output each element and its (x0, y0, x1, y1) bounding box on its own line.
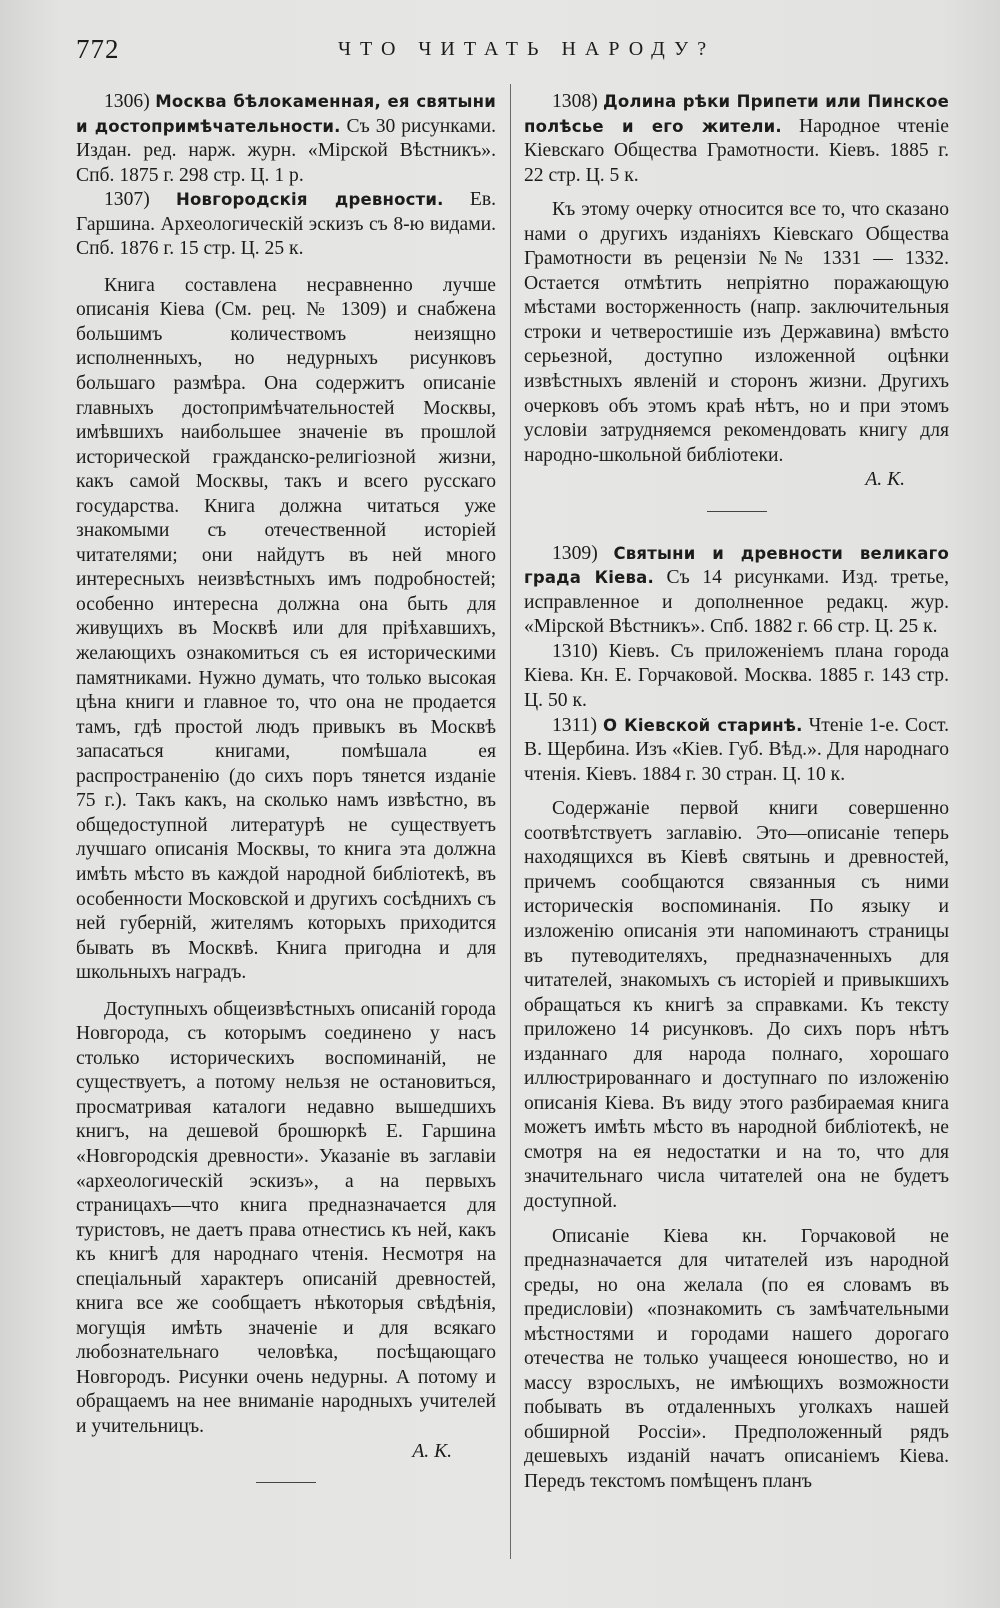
entry-1306 (76, 90, 496, 188)
entry-details: Чтеніе 1-е. Сост. В. Щербина. Изъ «Кіев. Губ. Вѣд.». Для народнаго чтенія. Кіевъ. 1884 г. 30 стран. Ц. 10 к. (524, 714, 949, 785)
reviewer-signature: А. К. (412, 1440, 452, 1462)
entry-number: 1307) (104, 189, 150, 211)
entry-1307 (76, 188, 496, 262)
review-paragraph: Къ этому очерку относится все то, что сказано нами о другихъ изданіяхъ Кіевскаго Общества Грамотности въ рецензіи №№ 1331 — 1332. Остается отмѣтить непріятно поражающую мѣстами восторженность (напр. заключительныя строки и четверостишіе изъ Державина) вмѣсто серьезной, доступно изложенной оцѣнки извѣстныхъ явленій и сторонъ жизни. Другихъ очерковъ объ этомъ краѣ нѣтъ, но и при этомъ условіи затрудняемся рекомендовать книгу для народно-школьной библіотеки. (524, 199, 949, 466)
section-rule (256, 1482, 316, 1483)
review-paragraph: Описаніе Кіева кн. Горчаковой не предназначается для читателей изъ народной среды, но она желала (по ея словамъ въ предисловіи) «познакомить съ замѣчательными мѣстностями и городами нашего дорогаго отечества не только учащееся юношество, но и массу взрослыхъ, не имѣющихъ возможности побывать въ отдаленныхъ уголкахъ нашей обширной Россіи». Предположенный рядъ дешевыхъ изданій начатъ описаніемъ Кіева. Передъ текстомъ помѣщенъ планъ (524, 1225, 949, 1492)
review-paragraph: Книга составлена несравненно лучше описанія Кіева (См. рец. № 1309) и снабжена большимъ количествомъ неизящно исполненныхъ, но недурныхъ рисунковъ большаго размѣра. Она содержитъ описаніе главныхъ достопримѣчательностей Москвы, имѣвшихъ наибольшее значеніе въ прошлой исторической гражданско-религіозной жизни, какъ самой Москвы, такъ и всего русскаго государства. Книга должна читаться уже знакомыми съ отечественной исторіей читателями; они найдутъ въ ней много интересныхъ неизвѣстныхъ имъ подробностей; особенно интересна должна она быть для живущихъ въ Москвѣ или для пріѣхавшихъ, желающихъ ознакомиться съ ея историческими памятниками. Нужно думать, что только высокая цѣна книги и главное то, что она не продается тамъ, гдѣ простой людъ привыкъ въ Москвѣ запасаться книгами, помѣшала ея распространенію (до сихъ поръ тянется изданіе 75 г.). Такъ какъ, на сколько намъ извѣстно, въ общедоступной литературѣ не существуетъ лучшаго описанія Москвы, то книга эта должна имѣть мѣсто въ каждой народной библіотекѣ, въ особенности Московской и другихъ сосѣднихъ съ ней губерній, жителямъ которыхъ приходится бывать въ Москвѣ. Книга пригодна и для школьныхъ наградъ. (76, 274, 496, 984)
column-divider (510, 84, 511, 1559)
entry-details: Народное чтеніе Кіевскаго Общества Грамотности. Кіевъ. 1885 г. 22 стр. Ц. 5 к. (524, 115, 949, 186)
entry-number: 1311) (552, 714, 597, 736)
entry-number: 1309) (552, 542, 598, 564)
right-column (524, 90, 949, 1495)
entry-details: Ев. Гаршина. Археологическій эскизъ съ 8-ю видами. Спб. 1876 г. 15 стр. Ц. 25 к. (76, 189, 496, 260)
review-paragraph: Содержаніе первой книги совершенно соотвѣтствуетъ заглавію. Это—описаніе теперь находящихся въ Кіевѣ святынь и древностей, причемъ сообщаются связанныя съ ними историческія воспоминанія. По языку и изложенію описанія эти напоминаютъ страницы въ путеводителяхъ, предназначенныхъ для читателей, знакомыхъ съ исторіей и привыкшихъ обращаться къ книгѣ за справками. Къ тексту приложено 14 рисунковъ. До сихъ поръ нѣтъ изданнаго для народа полнаго, хорошаго иллюстрированнаго и доступнаго по изложенію описанія Кіева. Въ виду этого разбираемая книга можетъ имѣть мѣсто въ народной библіотекѣ, не смотря на ея недостатки и на то, что для значительнаго числа читателей она не будетъ доступной. (524, 798, 949, 1212)
entry-title: О Кіевской старинѣ. (602, 715, 803, 735)
entry-details: Съ 30 рисунками. Издан. ред. нарж. журн. «Мірской Вѣстникъ». Спб. 1875 г. 298 стр. Ц. 1 р. (76, 115, 496, 186)
page-header (76, 34, 976, 74)
left-column (76, 90, 496, 1505)
entry-1309 (524, 542, 949, 640)
entry-title: Святыни и древности великаго града Кіева. (524, 543, 949, 588)
entry-1311 (524, 714, 949, 788)
entry-title: Москва бѣлокаменная, ея святыни и достопримѣчательности. (76, 92, 496, 136)
page-number: 772 (76, 34, 120, 64)
section-rule (707, 511, 767, 512)
review-paragraph: Доступныхъ общеизвѣстныхъ описаній города Новгорода, съ которымъ соединено у насъ столько историческихъ воспоминаній, не существуетъ, а потому нельзя не остановиться, просматривая каталоги недавно вышедшихъ книгъ, на дешевой брошюркѣ Е. Гаршина «Новгородскія древности». Указаніе въ заглавіи «археологическій эскизъ», а на первыхъ страницахъ—что книга предназначается для туристовъ, не даетъ права отнестись къ ней, какъ къ книгѣ для народнаго чтенія. Несмотря на спеціальный характеръ описаній древностей, книга все же сообщаетъ нѣкоторыя свѣдѣнія, могущія имѣть значеніе и для всякаго любознательнаго человѣка, посѣщающаго Новгородъ. Рисунки очень недурны. А потому и обращаемъ на нее вниманіе народныхъ учителей и учительницъ. (76, 998, 496, 1437)
entry-title: Новгородскія древности. (175, 190, 444, 210)
reviewer-signature: А. К. (865, 469, 905, 491)
entry-title: Долина рѣки Припети или Пинское полѣсье и его жители. (524, 92, 949, 136)
entry-number: 1308) (552, 91, 598, 112)
entry-number: 1306) (104, 91, 150, 112)
entry-1310: 1310) Кіевъ. Съ приложеніемъ плана города Кіева. Кн. Е. Горчаковой. Москва. 1885 г. 143 стр. Ц. 50 к. (524, 640, 949, 712)
entry-details: Съ 14 рисунками. Изд. третье, исправленное и дополненное редакц. жур. «Мірской Вѣстникъ». Спб. 1882 г. 66 стр. Ц. 25 к. (524, 567, 949, 638)
running-title: ЧТО ЧИТАТЬ НАРОДУ? (338, 38, 716, 60)
entry-1308 (524, 90, 949, 188)
